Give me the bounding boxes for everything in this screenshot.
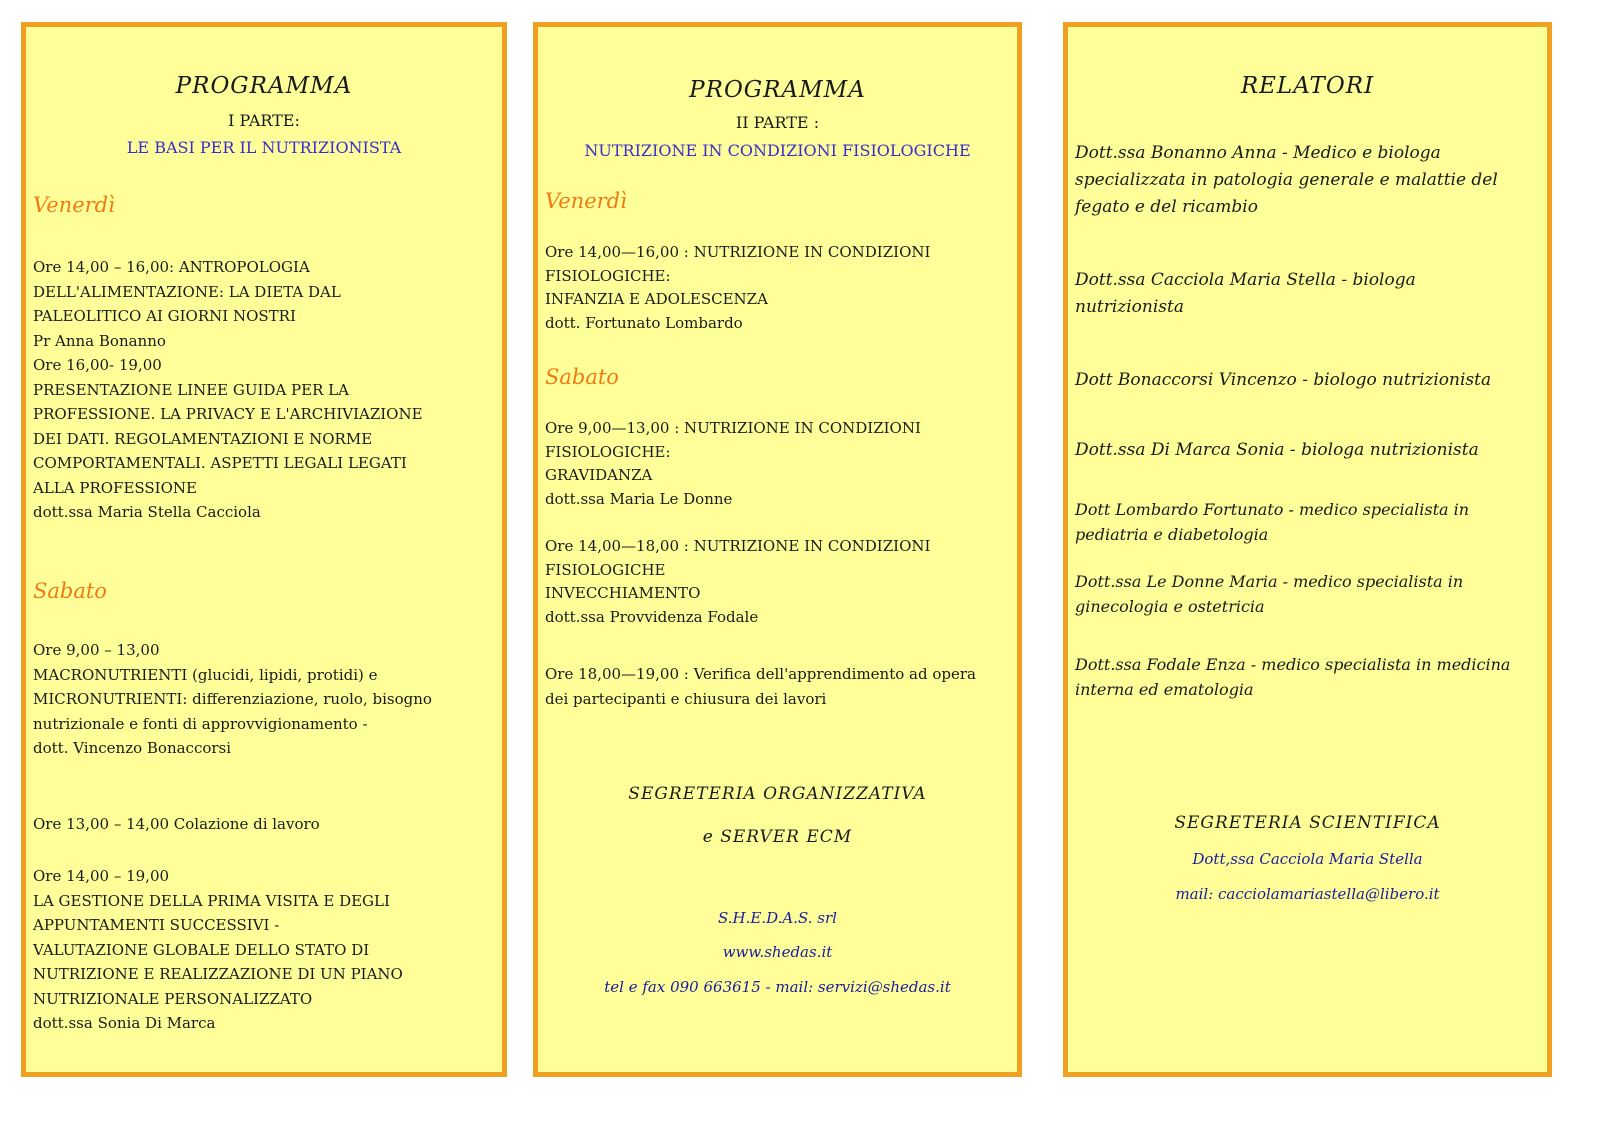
speaker-entry: Dott.ssa Di Marca Sonia - biologa nutrizionista	[1075, 440, 1479, 460]
secretary-title: SEGRETERIA ORGANIZZATIVA	[628, 784, 927, 804]
program-part1-panel	[21, 22, 507, 1077]
panel-title: PROGRAMMA	[689, 77, 866, 103]
panel-title: RELATORI	[1240, 73, 1375, 99]
speaker-entry: Dott Lombardo Fortunato - medico specialista in pediatria e diabetologia	[1075, 500, 1470, 544]
speakers-panel	[1063, 22, 1552, 1077]
secretary-subtitle: e SERVER ECM	[702, 827, 853, 847]
part-label: I PARTE:	[228, 111, 300, 130]
part-subtitle: LE BASI PER IL NUTRIZIONISTA	[126, 138, 402, 157]
session-text: Ore 14,00 – 16,00: ANTROPOLOGIA DELL'ALIMENTAZIONE: LA DIETA DAL PALEOLITICO AI GIORNI NOSTRI Pr Anna Bonanno Ore 16,00- 19,00 PRESENTAZIONE LINEE GUIDA PER LA PROFESSIONE. LA PRIVACY E L'ARCHIVIAZIONE DEI DATI. REGOLAMENTAZIONI E NORME COMPORTAMENTALI. ASPETTI LEGALI LEGATI ALLA PROFESSIONE dott.ssa Maria Stella Cacciola	[33, 258, 423, 521]
session-text: Ore 14,00 – 19,00 LA GESTIONE DELLA PRIMA VISITA E DEGLI APPUNTAMENTI SUCCESSIVI - VALUTAZIONE GLOBALE DELLO STATO DI NUTRIZIONE E REALIZZAZIONE DI UN PIANO NUTRIZIONALE PERSONALIZZATO dott.ssa Sonia Di Marca	[33, 867, 403, 1032]
day-heading-venerdi: Venerdì	[33, 193, 115, 217]
speaker-entry: Dott.ssa Fodale Enza - medico specialista in medicina interna ed ematologia	[1075, 655, 1511, 699]
speaker-entry: Dott.ssa Le Donne Maria - medico specialista in ginecologia e ostetricia	[1075, 572, 1464, 616]
day-heading-venerdi: Venerdì	[545, 189, 627, 213]
speaker-entry: Dott.ssa Bonanno Anna - Medico e biologa specializzata in patologia generale e malattie del fegato e del ricambio	[1075, 143, 1498, 217]
secretary-email[interactable]: mail: cacciolamariastella@libero.it	[1175, 885, 1440, 903]
session-text: Ore 14,00—18,00 : NUTRIZIONE IN CONDIZIONI FISIOLOGICHE INVECCHIAMENTO dott.ssa Provvidenza Fodale	[545, 537, 931, 626]
secretary-name: Dott,ssa Cacciola Maria Stella	[1192, 850, 1423, 868]
day-heading-sabato: Sabato	[33, 579, 107, 603]
session-text: Ore 13,00 – 14,00 Colazione di lavoro	[33, 815, 320, 833]
session-text: Ore 18,00—19,00 : Verifica dell'apprendimento ad opera dei partecipanti e chiusura dei lavori	[545, 665, 976, 708]
company-name: S.H.E.D.A.S. srl	[718, 909, 837, 927]
secretary-title: SEGRETERIA SCIENTIFICA	[1174, 813, 1441, 833]
speaker-entry: Dott.ssa Cacciola Maria Stella - biologa nutrizionista	[1075, 270, 1416, 317]
speaker-entry: Dott Bonaccorsi Vincenzo - biologo nutrizionista	[1075, 370, 1492, 390]
program-part2-panel	[533, 22, 1022, 1077]
part-label: II PARTE :	[735, 113, 820, 132]
session-text: Ore 9,00 – 13,00 MACRONUTRIENTI (glucidi, lipidi, protidi) e MICRONUTRIENTI: differenziazione, ruolo, bisogno nutrizionale e fonti di approvvigionamento - dott. Vincenzo Bonaccorsi	[33, 641, 432, 757]
part-subtitle: NUTRIZIONE IN CONDIZIONI FISIOLOGICHE	[584, 141, 971, 160]
website-link[interactable]: www.shedas.it	[722, 943, 833, 961]
session-text: Ore 9,00—13,00 : NUTRIZIONE IN CONDIZIONI FISIOLOGICHE: GRAVIDANZA dott.ssa Maria Le Donne	[545, 419, 921, 508]
panel-title: PROGRAMMA	[175, 73, 353, 99]
session-text: Ore 14,00—16,00 : NUTRIZIONE IN CONDIZIONI FISIOLOGICHE: INFANZIA E ADOLESCENZA dott. Fortunato Lombardo	[545, 243, 931, 332]
contact-info: tel e fax 090 663615 - mail: servizi@shedas.it	[604, 978, 951, 996]
day-heading-sabato: Sabato	[545, 365, 619, 389]
